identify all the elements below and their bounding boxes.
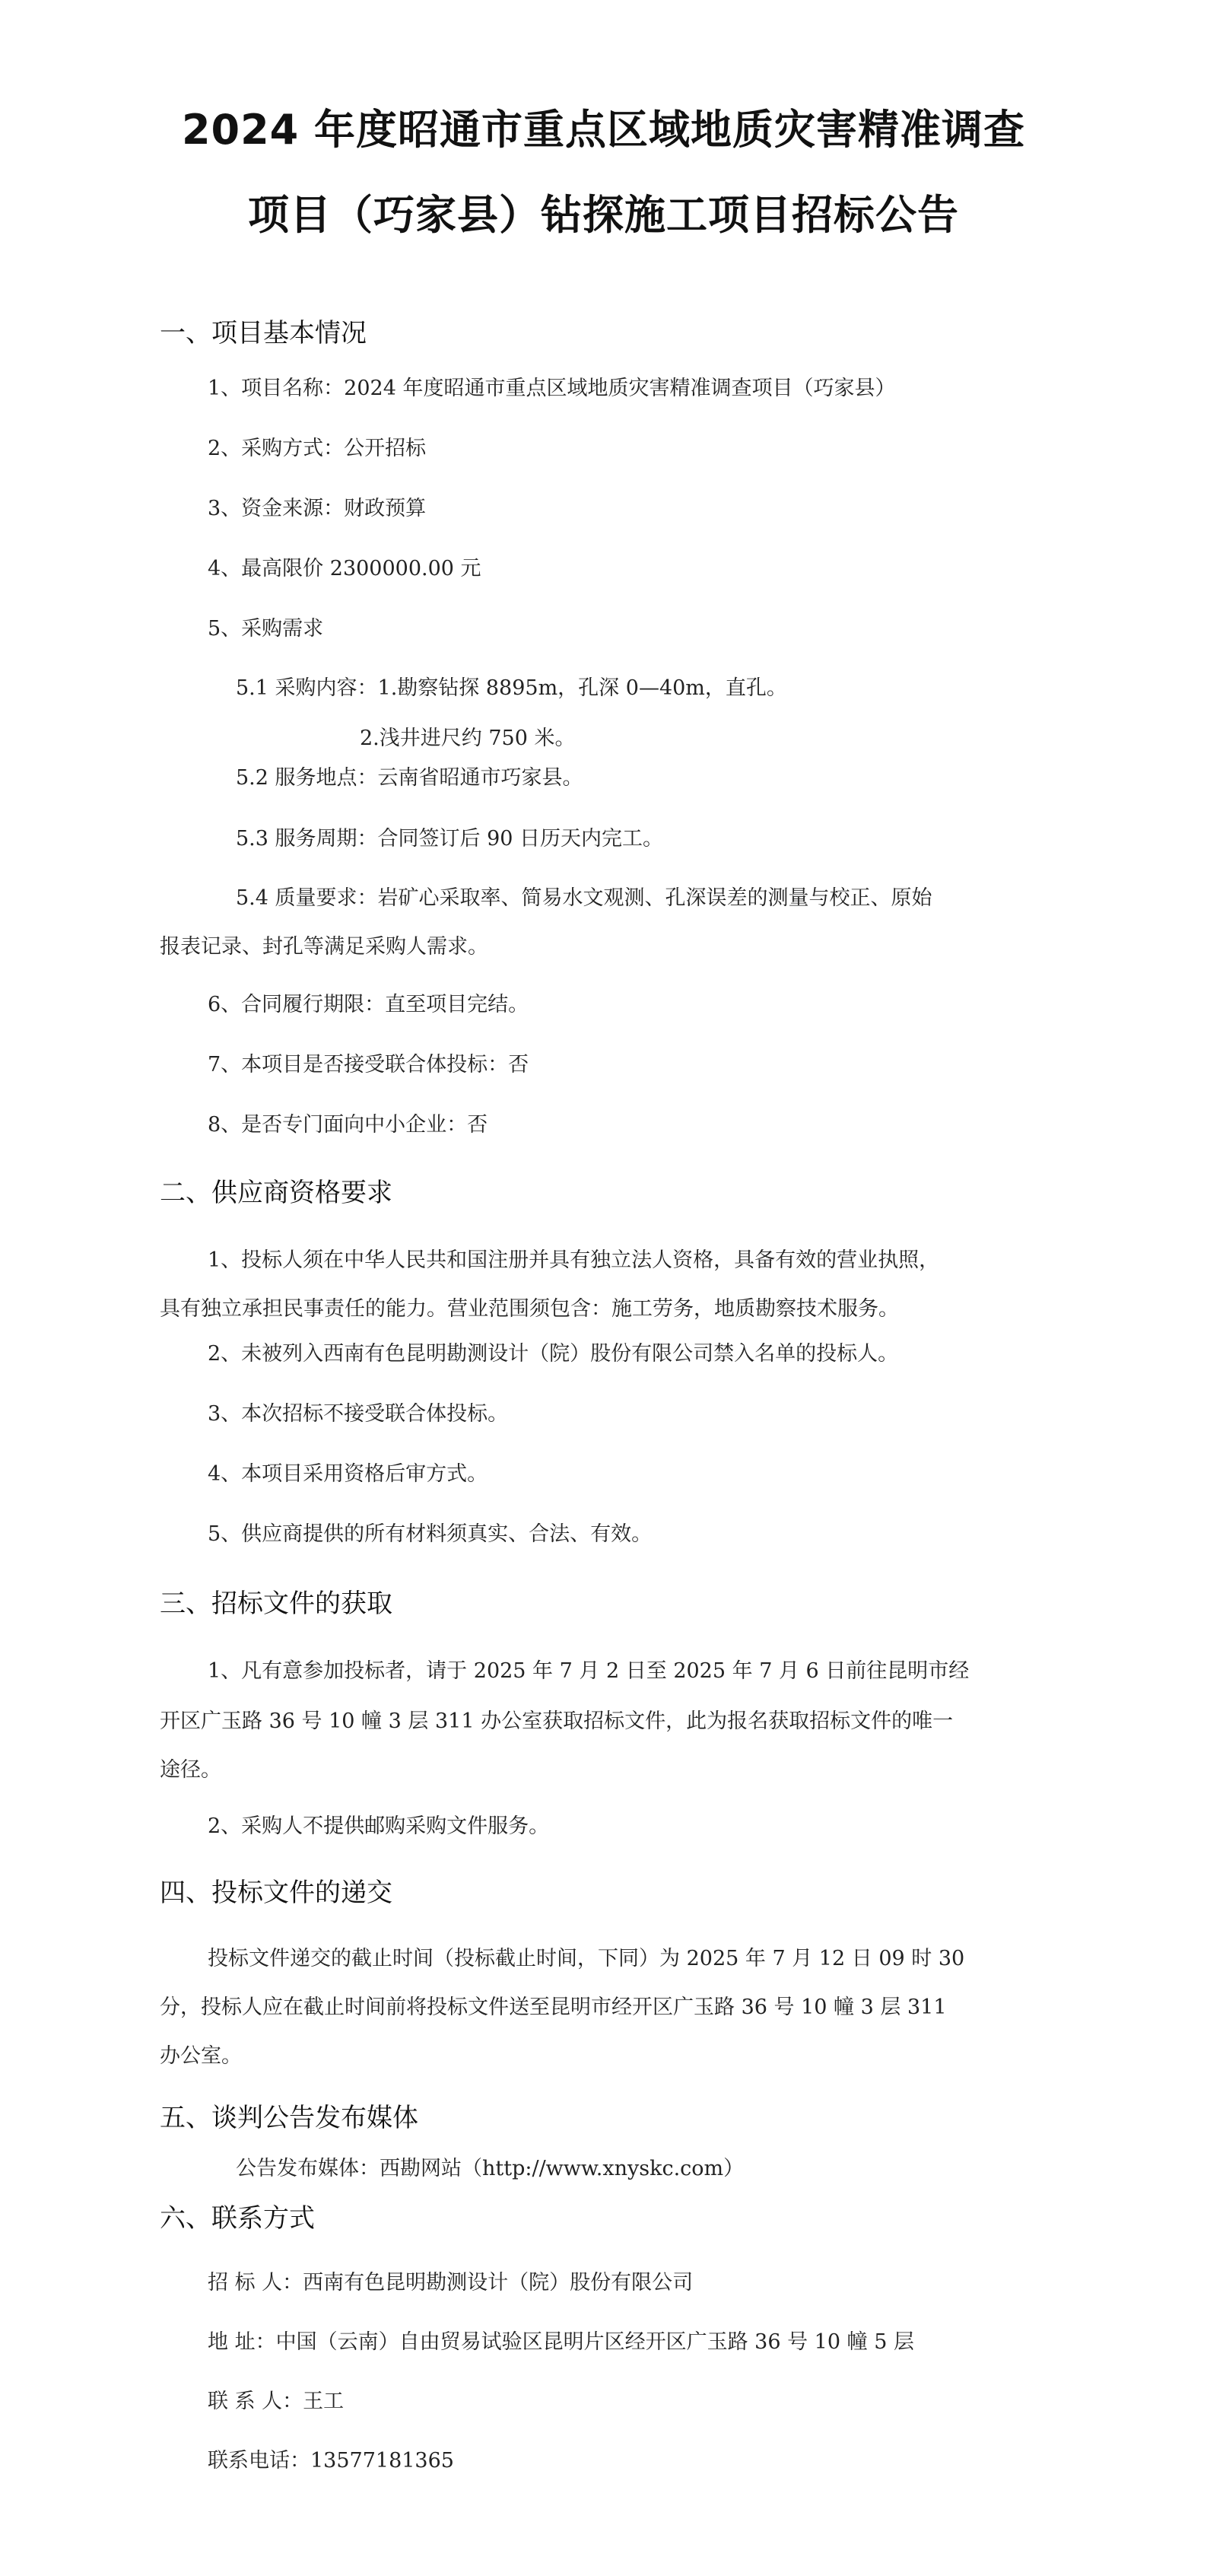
procurement-needs-item: 5、采购需求 xyxy=(208,617,324,641)
qualification-1-line-2: 具有独立承担民事责任的能力。营业范围须包含：施工劳务，地质勘察技术服务。 xyxy=(160,1297,899,1321)
document-acquisition-line-3: 途径。 xyxy=(160,1758,221,1782)
submission-line-2: 分，投标人应在截止时间前将投标文件送至昆明市经开区广玉路 36 号 10 幢 3 层 311 xyxy=(160,1996,947,2019)
section-6-heading: 六、联系方式 xyxy=(160,2203,315,2234)
sme-item: 8、是否专门面向中小企业：否 xyxy=(208,1113,488,1137)
project-name-item: 1、项目名称：2024 年度昭通市重点区域地质灾害精准调查项目（巧家县） xyxy=(208,377,896,400)
qualification-2-item: 2、未被列入西南有色昆明勘测设计（院）股份有限公司禁入名单的投标人。 xyxy=(208,1342,899,1366)
publication-media-line: 公告发布媒体：西勘网站（http://www.xnyskc.com） xyxy=(236,2157,745,2180)
procurement-content-line-1: 5.1 采购内容：1.勘察钻探 8895m，孔深 0—40m，直孔。 xyxy=(236,676,787,700)
qualification-1-line-1: 1、投标人须在中华人民共和国注册并具有独立法人资格，具备有效的营业执照， xyxy=(208,1248,940,1272)
quality-requirements-line-1: 5.4 质量要求：岩矿心采取率、简易水文观测、孔深误差的测量与校正、原始 xyxy=(236,886,932,910)
contract-period-item: 6、合同履行期限：直至项目完结。 xyxy=(208,993,529,1016)
contact-address: 地 址：中国（云南）自由贸易试验区昆明片区经开区广玉路 36 号 10 幢 5 层 xyxy=(208,2330,914,2354)
document-acquisition-line-1: 1、凡有意参加投标者，请于 2025 年 7 月 2 日至 2025 年 7 月 6 日前往昆明市经 xyxy=(208,1659,970,1683)
contact-phone: 联系电话：13577181365 xyxy=(208,2449,454,2473)
quality-requirements-line-2: 报表记录、封孔等满足采购人需求。 xyxy=(160,935,488,959)
service-location-item: 5.2 服务地点：云南省昭通市巧家县。 xyxy=(236,766,583,790)
section-5-heading: 五、谈判公告发布媒体 xyxy=(160,2103,418,2133)
no-mail-service-item: 2、采购人不提供邮购采购文件服务。 xyxy=(208,1814,550,1838)
section-3-heading: 三、招标文件的获取 xyxy=(160,1589,392,1619)
section-4-heading: 四、投标文件的递交 xyxy=(160,1878,392,1908)
procurement-content-line-2: 2.浅井进尺约 750 米。 xyxy=(360,727,576,750)
contact-person: 联 系 人：王工 xyxy=(208,2390,345,2413)
submission-line-3: 办公室。 xyxy=(160,2044,242,2068)
procurement-method-item: 2、采购方式：公开招标 xyxy=(208,437,427,460)
document-title-line-2: 项目（巧家县）钻探施工项目招标公告 xyxy=(248,191,959,239)
section-2-heading: 二、供应商资格要求 xyxy=(160,1178,392,1208)
consortium-item: 7、本项目是否接受联合体投标：否 xyxy=(208,1053,529,1077)
qualification-3-item: 3、本次招标不接受联合体投标。 xyxy=(208,1402,509,1426)
document-title-line-1: 2024 年度昭通市重点区域地质灾害精准调查 xyxy=(181,106,1026,154)
qualification-5-item: 5、供应商提供的所有材料须真实、合法、有效。 xyxy=(208,1522,653,1546)
qualification-4-item: 4、本项目采用资格后审方式。 xyxy=(208,1462,488,1486)
price-limit-item: 4、最高限价 2300000.00 元 xyxy=(208,557,481,580)
section-1-heading: 一、项目基本情况 xyxy=(160,318,367,348)
service-period-item: 5.3 服务周期：合同签订后 90 日历天内完工。 xyxy=(236,827,664,851)
submission-line-1: 投标文件递交的截止时间（投标截止时间，下同）为 2025 年 7 月 12 日 09 时 30 xyxy=(208,1947,965,1970)
document-acquisition-line-2: 开区广玉路 36 号 10 幢 3 层 311 办公室获取招标文件，此为报名获取招标文件的唯一 xyxy=(160,1709,954,1733)
contact-bidder: 招 标 人：西南有色昆明勘测设计（院）股份有限公司 xyxy=(208,2271,694,2295)
funding-source-item: 3、资金来源：财政预算 xyxy=(208,497,427,520)
